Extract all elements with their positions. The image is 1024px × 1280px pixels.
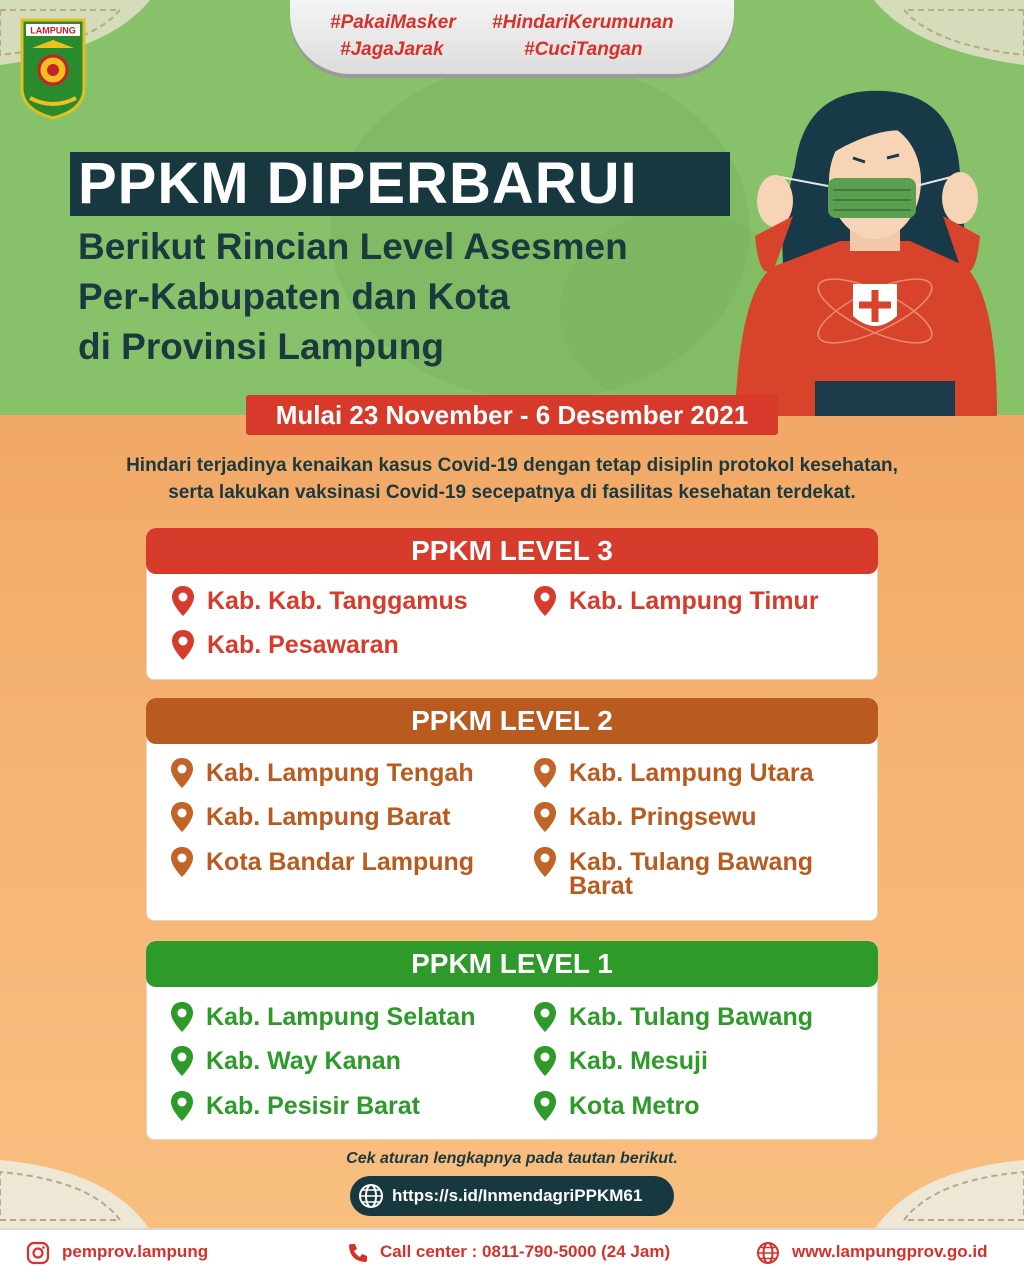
level-2-heading: PPKM LEVEL 2 xyxy=(146,698,878,744)
location-pin-icon xyxy=(171,802,193,832)
list-item: Kab. Lampung Selatan xyxy=(206,1003,476,1031)
location-pin-icon xyxy=(534,586,556,616)
list-item: Kab. Lampung Tengah xyxy=(206,759,474,787)
subtitle-line: di Provinsi Lampung xyxy=(78,326,444,367)
list-item: Kab. Way Kanan xyxy=(206,1047,401,1075)
level-3-heading: PPKM LEVEL 3 xyxy=(146,528,878,574)
page-title: PPKM DIPERBARUI xyxy=(78,151,638,216)
location-pin-icon xyxy=(172,586,194,616)
website-link[interactable]: www.lampungprov.go.id xyxy=(792,1242,988,1261)
date-range: Mulai 23 November - 6 Desember 2021 xyxy=(275,400,749,430)
intro-text: serta lakukan vaksinasi Covid-19 secepatnya di fasilitas kesehatan terdekat. xyxy=(168,482,856,503)
globe-icon xyxy=(756,1241,780,1265)
instagram-icon xyxy=(26,1241,50,1265)
list-item: Kab. Mesuji xyxy=(569,1047,708,1075)
hashtag: #HindariKerumunan xyxy=(492,12,674,33)
location-pin-icon xyxy=(534,802,556,832)
hashtag: #CuciTangan xyxy=(524,39,643,60)
logo-label: LAMPUNG xyxy=(30,25,76,36)
list-item: Kab. Lampung Utara xyxy=(569,759,814,787)
ornament-bottom-left xyxy=(0,1160,150,1230)
ornament-top-right xyxy=(874,0,1024,70)
location-pin-icon xyxy=(171,1046,193,1076)
location-pin-icon xyxy=(534,758,556,788)
subtitle-line: Per-Kabupaten dan Kota xyxy=(78,276,510,317)
hashtag: #PakaiMasker xyxy=(330,12,456,33)
call-center[interactable]: Call center : 0811-790-5000 (24 Jam) xyxy=(380,1242,671,1261)
inmendagri-link[interactable]: https://s.id/InmendagriPPKM61 xyxy=(392,1186,643,1205)
phone-icon xyxy=(346,1241,370,1265)
location-pin-icon xyxy=(172,630,194,660)
list-item: Kab. Lampung Timur xyxy=(569,587,819,615)
location-pin-icon xyxy=(534,1002,556,1032)
location-pin-icon xyxy=(171,1091,193,1121)
hashtag: #JagaJarak xyxy=(340,39,444,60)
list-item: Kota Bandar Lampung xyxy=(206,848,475,876)
location-pin-icon xyxy=(171,1002,193,1032)
location-pin-icon xyxy=(534,1046,556,1076)
globe-icon xyxy=(358,1183,384,1209)
list-item: Kab. Tulang Bawang xyxy=(569,1003,813,1031)
list-item: Kab. Pesisir Barat xyxy=(206,1092,420,1120)
list-item: Kab. Pringsewu xyxy=(569,803,757,831)
intro-text: Hindari terjadinya kenaikan kasus Covid-19 dengan tetap disiplin protokol kesehatan, xyxy=(126,455,898,476)
woman-mask-illustration xyxy=(735,86,1000,416)
subtitle-line: Berikut Rincian Level Asesmen xyxy=(78,226,628,267)
ornament-bottom-right xyxy=(874,1160,1024,1230)
list-item-continued: Barat xyxy=(569,872,633,900)
list-item: Kab. Kab. Tanggamus xyxy=(207,587,468,615)
location-pin-icon xyxy=(171,758,193,788)
list-item: Kab. Tulang Bawang xyxy=(569,848,813,876)
list-item: Kab. Pesawaran xyxy=(207,631,399,659)
location-pin-icon xyxy=(534,847,556,877)
footnote-text: Cek aturan lengkapnya pada tautan berikut. xyxy=(346,1150,678,1167)
lampung-emblem-logo xyxy=(20,18,86,120)
instagram-handle[interactable]: pemprov.lampung xyxy=(62,1242,209,1261)
location-pin-icon xyxy=(171,847,193,877)
location-pin-icon xyxy=(534,1091,556,1121)
level-1-heading: PPKM LEVEL 1 xyxy=(146,941,878,987)
list-item: Kab. Lampung Barat xyxy=(206,803,451,831)
list-item: Kota Metro xyxy=(569,1092,700,1120)
